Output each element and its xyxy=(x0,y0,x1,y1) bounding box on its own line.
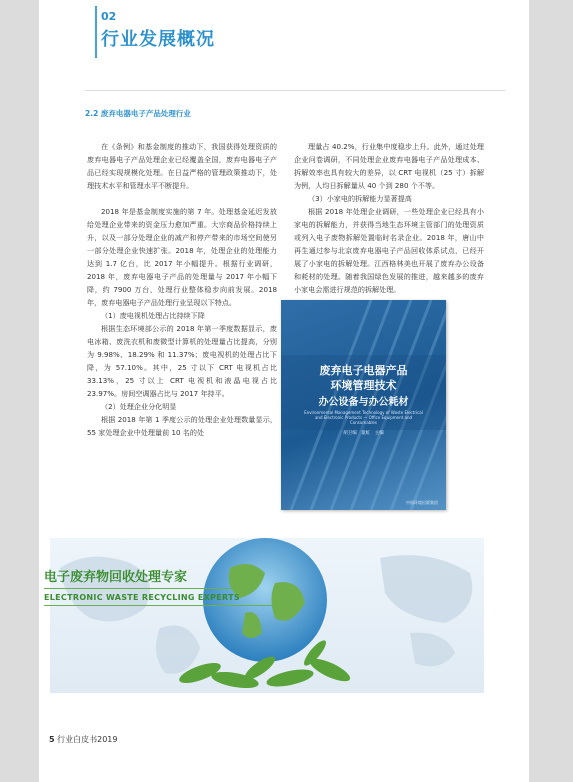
page-number: 5 xyxy=(49,735,55,744)
banner-divider xyxy=(44,605,289,606)
chapter-title: 行业发展概况 xyxy=(101,29,215,50)
subheading: （2）处理企业分化明显 xyxy=(101,402,177,411)
publication-name: 行业白皮书2019 xyxy=(57,735,118,744)
banner-title-en: ELECTRONIC WASTE RECYCLING EXPERTS xyxy=(44,593,240,602)
paragraph: 理量占 40.2%，行业集中度稳步上升。此外，通过处理企业问卷调研，不同处理企业废弃电器电子产品处理成本、拆解效率也具有较大的差异，以 CRT 电视机（25 寸）拆解为例，人均日拆解量从 40 个到 280 个不等。 xyxy=(294,142,484,190)
chapter-accent-bar xyxy=(95,6,97,58)
book-title-line: 办公设备与办公耗材 xyxy=(318,397,409,408)
book-cover-image xyxy=(281,300,446,510)
section-title: 2.2 废弃电器电子产品处理行业 xyxy=(85,109,191,118)
page-footer xyxy=(49,734,117,745)
book-publisher: 中国环境出版集团 xyxy=(406,500,438,505)
chapter-number: 02 xyxy=(101,10,117,23)
paragraph: 根据 2018 年第 1 季度公示的处理企业处理数量显示，55 家处理企业中处理量前 10 名的处 xyxy=(87,415,277,437)
recycling-banner-image xyxy=(50,538,484,693)
paragraph: 根据生态环境部公示的 2018 年第一季度数据显示，废电冰箱、废洗衣机和废微型计算机的处理量占比提高，分别为 9.98%、18.29% 和 11.37%；废电视机的处理占比下降，为 57.10%。其中，25 寸以下 CRT 电视机占比 33.13%，25 寸以上 CRT 电视机和液晶电视占比 23.97%。房间空调器占比与 2017 年持平。 xyxy=(87,324,277,398)
subheading: （1）废电视机处理占比持续下降 xyxy=(101,311,205,320)
paragraph: 在《条例》和基金制度的推动下，我国获得处理资质的废弃电器电子产品处理企业已经覆盖全国，废弃电器电子产品已经实现规模化处理。在日益严格的管理政策推动下，处理技术水平和管理水平不断提升。 xyxy=(87,142,277,190)
book-title-line: 环境管理技术 xyxy=(330,379,397,392)
left-column xyxy=(87,140,277,439)
right-column xyxy=(294,140,484,296)
banner-divider xyxy=(44,588,254,589)
paragraph: 2018 年是基金制度实施的第 7 年。处理基金延迟发放给处理企业带来的资金压力愈加严重。大宗商品价格持续上升，以及一部分处理企业的减产和停产带来的市场空间使另一部分处理企业快速扩张。2018 年，处理企业的处理能力达到 1.7 亿台，比 2017 年小幅提升。根据行业调研，2018 年，废弃电器电子产品的处理量与 2017 年小幅下降，约 7900 万台，处理行业整体稳步向前发展。2018 年，废弃电器电子产品处理行业呈现以下特点。 xyxy=(87,207,277,307)
header-divider xyxy=(85,90,505,91)
world-map-illustration xyxy=(50,538,484,693)
paragraph: 根据 2018 年处理企业调研，一些处理企业已经具有小家电的拆解能力，并获得当地生态环境主管部门的处理资质或列入电子废物拆解处置临时名录企业。2018 年，唐山中再生通过参与北京废弃电器电子产品回收体系试点，已经开展了小家电的拆解处理。江西格林美也开展了废弃办公设备和耗材的处理。随着我国绿色发展的推进，越来越多的废弃小家电会需进行规范的拆解处理。 xyxy=(294,207,484,294)
book-title-line: 废弃电子电器产品 xyxy=(319,364,408,377)
subheading: （3）小家电的拆解能力显著提高 xyxy=(308,194,412,203)
banner-title-cn: 电子废弃物回收处理专家 xyxy=(44,570,188,585)
book-authors: 胡卫编 童虹 主编 xyxy=(343,431,384,436)
book-subtitle: Environmental Management Technology of Waste Electrical and Electronic Products — Office Equipment and Consumables xyxy=(304,410,423,425)
